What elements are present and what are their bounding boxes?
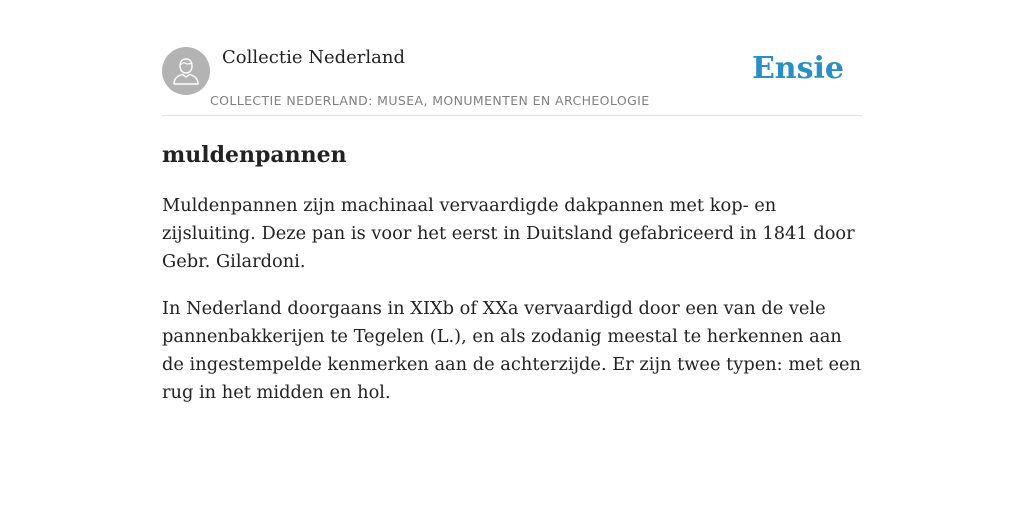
page [162,0,862,512]
entry-body [162,192,862,426]
entry-paragraph: In Nederland doorgaans in XIXb of XXa vervaardigd door een van de vele pannenbakkerijen te Tegelen (L.), en als zodanig meestal te herkennen aan de ingestempelde kenmerken aan de achterzijde. Er zijn twee typen: met een rug in het midden en hol. [162,298,861,403]
avatar[interactable] [162,47,210,95]
author-subtitle: COLLECTIE NEDERLAND: MUSEA, MONUMENTEN EN ARCHEOLOGIE [210,93,650,108]
entry-paragraph: Muldenpannen zijn machinaal vervaardigde dakpannen met kop- en zijsluiting. Deze pan is voor het eerst in Duitsland gefabriceerd in 1841 door Gebr. Gilardoni. [162,195,855,272]
entry-title: muldenpannen [162,142,347,168]
user-icon [172,56,200,86]
author-name[interactable]: Collectie Nederland [222,47,406,68]
brand-logo[interactable]: Ensie [751,51,844,86]
header [162,0,862,116]
